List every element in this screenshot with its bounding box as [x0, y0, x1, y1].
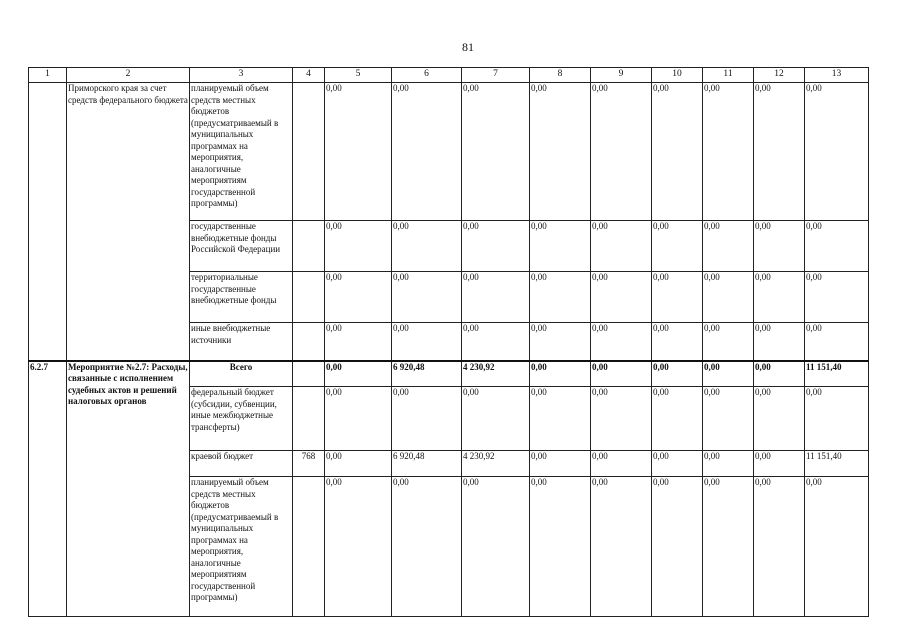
- amount-cell: 4 230,92: [462, 361, 530, 387]
- budget-code-cell: [293, 361, 325, 387]
- item-number-cell: [29, 83, 67, 361]
- column-header: 4: [293, 68, 325, 83]
- amount-cell: 0,00: [703, 272, 754, 323]
- header-row: [29, 68, 869, 83]
- amount-cell: 0,00: [703, 361, 754, 387]
- amount-cell: 0,00: [591, 272, 652, 323]
- amount-cell: 0,00: [652, 83, 703, 221]
- amount-cell: 0,00: [805, 477, 869, 617]
- column-header: 1: [29, 68, 67, 83]
- budget-code-cell: [293, 272, 325, 323]
- amount-cell: 0,00: [325, 361, 392, 387]
- budget-code-cell: [293, 387, 325, 451]
- budget-table: [28, 67, 869, 617]
- amount-cell: 0,00: [591, 361, 652, 387]
- amount-cell: 0,00: [703, 387, 754, 451]
- amount-cell: 6 920,48: [392, 361, 462, 387]
- amount-cell: 0,00: [703, 477, 754, 617]
- amount-cell: 0,00: [703, 323, 754, 361]
- item-name-cell: Мероприятие №2.7: Расходы, связанные с исполнением судебных актов и решений налоговых органов: [67, 361, 190, 617]
- amount-cell: 0,00: [652, 477, 703, 617]
- amount-cell: 0,00: [703, 451, 754, 477]
- funding-source-cell: иные внебюджетные источники: [190, 323, 293, 361]
- amount-cell: 0,00: [591, 221, 652, 272]
- amount-cell: 0,00: [325, 387, 392, 451]
- amount-cell: 0,00: [530, 83, 591, 221]
- amount-cell: 0,00: [530, 323, 591, 361]
- amount-cell: 0,00: [392, 477, 462, 617]
- amount-cell: 0,00: [325, 83, 392, 221]
- table-row: [29, 361, 869, 387]
- item-name-cell: Приморского края за счет средств федерального бюджета: [67, 83, 190, 361]
- funding-source-cell: Всего: [190, 361, 293, 387]
- amount-cell: 0,00: [530, 477, 591, 617]
- amount-cell: 0,00: [754, 323, 805, 361]
- column-header: 8: [530, 68, 591, 83]
- amount-cell: 0,00: [591, 477, 652, 617]
- amount-cell: 0,00: [703, 83, 754, 221]
- budget-code-cell: [293, 323, 325, 361]
- amount-cell: 0,00: [754, 451, 805, 477]
- column-header: 6: [392, 68, 462, 83]
- budget-code-cell: [293, 83, 325, 221]
- amount-cell: 0,00: [530, 451, 591, 477]
- table-row: [29, 83, 869, 221]
- amount-cell: 0,00: [325, 221, 392, 272]
- amount-cell: 0,00: [754, 361, 805, 387]
- amount-cell: 0,00: [325, 451, 392, 477]
- amount-cell: 11 151,40: [805, 361, 869, 387]
- funding-source-cell: федеральный бюджет (субсидии, субвенции, иные межбюджетные трансферты): [190, 387, 293, 451]
- column-header: 9: [591, 68, 652, 83]
- amount-cell: 0,00: [325, 477, 392, 617]
- amount-cell: 0,00: [805, 83, 869, 221]
- budget-code-cell: 768: [293, 451, 325, 477]
- amount-cell: 0,00: [462, 323, 530, 361]
- amount-cell: 0,00: [462, 83, 530, 221]
- amount-cell: 0,00: [754, 221, 805, 272]
- amount-cell: 0,00: [530, 272, 591, 323]
- column-header: 3: [190, 68, 293, 83]
- column-header: 12: [754, 68, 805, 83]
- amount-cell: 0,00: [754, 477, 805, 617]
- amount-cell: 0,00: [325, 272, 392, 323]
- amount-cell: 0,00: [754, 272, 805, 323]
- amount-cell: 0,00: [530, 387, 591, 451]
- column-header: 10: [652, 68, 703, 83]
- amount-cell: 0,00: [530, 221, 591, 272]
- amount-cell: 0,00: [652, 221, 703, 272]
- funding-source-cell: планируемый объем средств местных бюджетов (предусматриваемый в муниципальных программах на мероприятия, аналогичные мероприятиям государственной программы): [190, 83, 293, 221]
- budget-code-cell: [293, 221, 325, 272]
- amount-cell: 0,00: [754, 387, 805, 451]
- amount-cell: 0,00: [652, 361, 703, 387]
- amount-cell: 0,00: [591, 323, 652, 361]
- amount-cell: 0,00: [462, 221, 530, 272]
- amount-cell: 0,00: [462, 272, 530, 323]
- amount-cell: 6 920,48: [392, 451, 462, 477]
- amount-cell: 0,00: [805, 272, 869, 323]
- amount-cell: 0,00: [530, 361, 591, 387]
- funding-source-cell: краевой бюджет: [190, 451, 293, 477]
- amount-cell: 11 151,40: [805, 451, 869, 477]
- budget-code-cell: [293, 477, 325, 617]
- column-header: 5: [325, 68, 392, 83]
- funding-source-cell: планируемый объем средств местных бюджетов (предусматриваемый в муниципальных программах на мероприятия, аналогичные мероприятиям государственной программы): [190, 477, 293, 617]
- amount-cell: 0,00: [805, 323, 869, 361]
- amount-cell: 0,00: [703, 221, 754, 272]
- funding-source-cell: государственные внебюджетные фонды Российской Федерации: [190, 221, 293, 272]
- amount-cell: 0,00: [652, 272, 703, 323]
- amount-cell: 0,00: [325, 323, 392, 361]
- amount-cell: 0,00: [392, 83, 462, 221]
- amount-cell: 0,00: [462, 477, 530, 617]
- page-number: 81: [462, 40, 474, 54]
- funding-source-cell: территориальные государственные внебюджетные фонды: [190, 272, 293, 323]
- column-header: 11: [703, 68, 754, 83]
- amount-cell: 0,00: [805, 387, 869, 451]
- amount-cell: 4 230,92: [462, 451, 530, 477]
- amount-cell: 0,00: [652, 323, 703, 361]
- item-number-cell: 6.2.7: [29, 361, 67, 617]
- amount-cell: 0,00: [392, 272, 462, 323]
- amount-cell: 0,00: [591, 83, 652, 221]
- amount-cell: 0,00: [652, 451, 703, 477]
- amount-cell: 0,00: [805, 221, 869, 272]
- amount-cell: 0,00: [392, 323, 462, 361]
- amount-cell: 0,00: [591, 451, 652, 477]
- amount-cell: 0,00: [591, 387, 652, 451]
- column-header: 13: [805, 68, 869, 83]
- amount-cell: 0,00: [462, 387, 530, 451]
- table-body: [29, 83, 869, 617]
- column-header: 7: [462, 68, 530, 83]
- amount-cell: 0,00: [392, 387, 462, 451]
- column-header: 2: [67, 68, 190, 83]
- amount-cell: 0,00: [392, 221, 462, 272]
- amount-cell: 0,00: [754, 83, 805, 221]
- amount-cell: 0,00: [652, 387, 703, 451]
